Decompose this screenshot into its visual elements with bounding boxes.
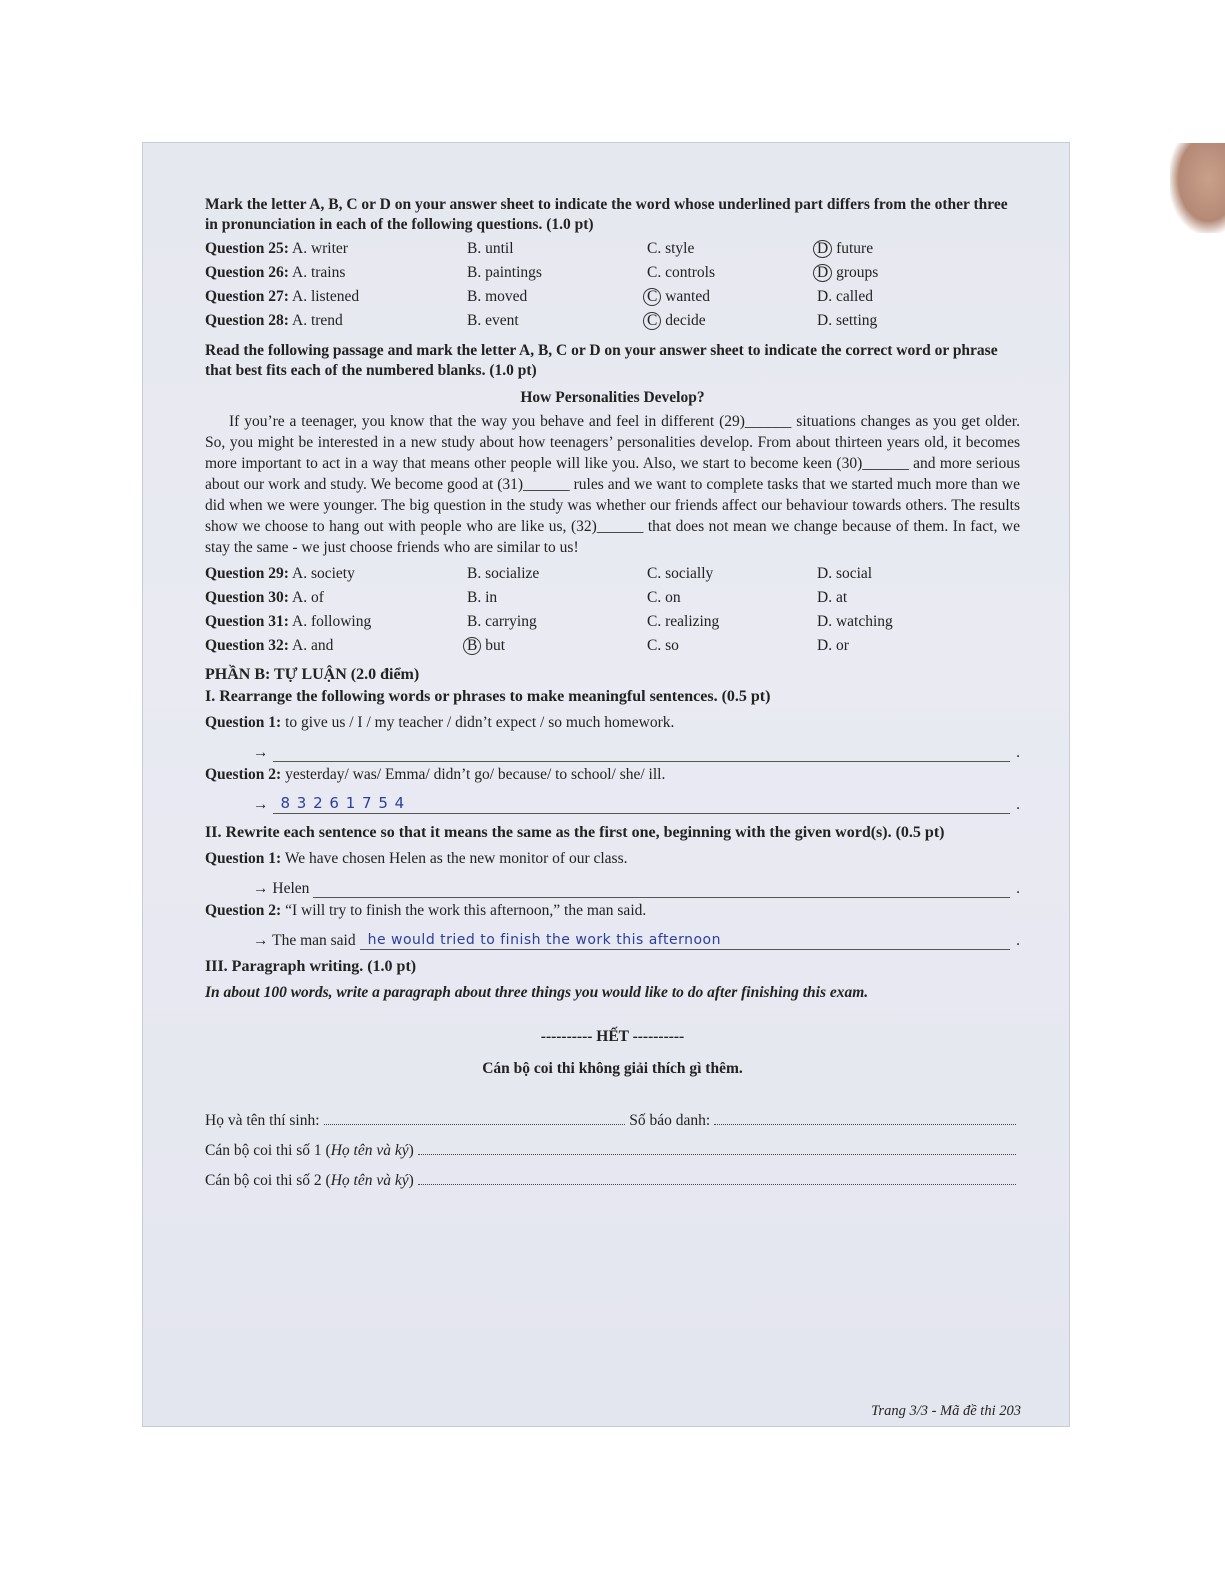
option-d-word: future — [836, 240, 874, 257]
thumb-shadow — [1170, 143, 1225, 233]
page-footer: Trang 3/3 - Mã đề thi 203 — [871, 1403, 1021, 1419]
option-d: D. watching — [817, 613, 893, 630]
reading-passage: If you’re a teenager, you know that the way you behave and feel in different (29)______ situations changes as you get older. So, you might be interested in a new study about how teenagers’ personalities develop. From about thirteen years old, it becomes more important to act in a way that means other people will like you. Also, we start to become keen (30)______ and more serious about our work and study. We become good at (31)______ rules and we want to complete tasks that we started much more than we did when we were younger. The big question in the study was whether our friends affect our behaviour towards others. The results show we choose to hang out with people who are like us, (32)______ that does not mean we change because of them. In fact, we stay the same - we just choose friends who are similar to us! — [205, 413, 1020, 556]
question-text: “I will try to finish the work this afternoon,” the man said. — [285, 902, 647, 919]
signature-block — [205, 1106, 1020, 1196]
circled-answer-mark: B — [463, 637, 481, 655]
option-d-word: groups — [836, 264, 879, 281]
option-c-word: decide — [665, 312, 706, 329]
question-label: Question 27: — [205, 288, 289, 305]
answer-start: → Helen — [253, 880, 310, 897]
candidate-name-field[interactable] — [324, 1106, 626, 1125]
question-label: Question 26: — [205, 264, 289, 281]
candidate-line — [205, 1106, 1020, 1136]
sign-hint: Họ tên và ký — [330, 1142, 409, 1159]
option-b: B. in — [467, 589, 498, 606]
question-row — [205, 610, 1020, 634]
proctor-1-label: Cán bộ coi thi số 1 ( — [205, 1142, 331, 1159]
option-b: B. socialize — [467, 565, 540, 582]
paragraph-heading: III. Paragraph writing. (1.0 pt) — [205, 958, 417, 975]
option-a: A. society — [292, 565, 355, 582]
question-label: Question 31: — [205, 613, 289, 630]
option-d: D. called — [817, 288, 873, 305]
question-text: to give us / I / my teacher / didn’t expect / so much homework. — [285, 714, 675, 731]
option-a: A. trains — [292, 264, 346, 281]
rearrange-heading: I. Rearrange the following words or phrases to make meaningful sentences. (0.5 pt) — [205, 688, 771, 705]
question-label: Question 1: — [205, 714, 282, 731]
part-b-heading: PHẦN B: TỰ LUẬN (2.0 điểm) — [205, 666, 420, 683]
handwritten-answer: he would tried to finish the work this afternoon — [367, 932, 721, 948]
proctor-2-field[interactable] — [418, 1166, 1016, 1185]
option-c — [647, 309, 817, 333]
option-a: A. and — [292, 637, 334, 654]
rearrange-question-2 — [205, 762, 1020, 788]
answer-line[interactable]: → 8 3 2 6 1 7 5 4 . — [253, 794, 1020, 813]
answer-start: → The man said — [253, 932, 356, 949]
option-a: A. following — [292, 613, 372, 630]
answer-line[interactable]: → Helen . — [253, 880, 1020, 897]
question-row — [205, 261, 1020, 285]
end-mark: ---------- HẾT ---------- — [540, 1028, 685, 1045]
question-label: Question 29: — [205, 565, 289, 582]
answer-blank[interactable] — [273, 795, 1011, 814]
question-text: We have chosen Helen as the new monitor of our class. — [284, 850, 628, 867]
reading-instruction: Read the following passage and mark the letter A, B, C or D on your answer sheet to indicate the correct word or phrase that best fits each of the numbered blanks. (1.0 pt) — [205, 342, 998, 379]
option-b — [467, 634, 647, 658]
answer-blank[interactable] — [313, 879, 1010, 898]
circled-answer-mark: D — [813, 240, 832, 258]
option-c: C. socially — [647, 565, 714, 582]
cloze-questions — [205, 562, 1020, 658]
option-d: D. or — [817, 637, 849, 654]
option-c: C. so — [647, 637, 679, 654]
option-c-word: wanted — [665, 288, 710, 305]
option-b: B. moved — [467, 288, 528, 305]
question-label: Question 30: — [205, 589, 289, 606]
exam-content — [205, 195, 1020, 1196]
exam-sheet — [143, 143, 1069, 1426]
rewrite-question-1 — [205, 846, 1020, 872]
option-d — [817, 261, 1020, 285]
question-label: Question 2: — [205, 766, 282, 783]
question-label: Question 1: — [205, 850, 282, 867]
paragraph-task: In about 100 words, write a paragraph about three things you would like to do after finishing this exam. — [205, 984, 869, 1001]
question-label: Question 28: — [205, 312, 289, 329]
option-c: C. controls — [647, 264, 716, 281]
question-row — [205, 237, 1020, 261]
question-label: Question 32: — [205, 637, 289, 654]
option-a: A. trend — [292, 312, 343, 329]
answer-line[interactable]: → . — [253, 744, 1020, 761]
option-c: C. realizing — [647, 613, 720, 630]
proctor-1-line: Cán bộ coi thi số 1 (Họ tên và ký) — [205, 1136, 1020, 1166]
option-d: D. setting — [817, 312, 878, 329]
proctor-note: Cán bộ coi thi không giải thích gì thêm. — [482, 1060, 743, 1077]
option-a: A. listened — [292, 288, 360, 305]
option-c — [647, 285, 817, 309]
answer-blank[interactable] — [360, 931, 1011, 950]
circled-answer-mark: C — [643, 312, 661, 330]
option-c: C. on — [647, 589, 681, 606]
option-d — [817, 237, 1020, 261]
question-row — [205, 285, 1020, 309]
option-d: D. social — [817, 565, 873, 582]
question-row — [205, 634, 1020, 658]
rewrite-heading: II. Rewrite each sentence so that it means the same as the first one, beginning with the given word(s). (0.5 pt) — [205, 824, 945, 841]
option-b: B. paintings — [467, 264, 542, 281]
option-b: B. until — [467, 240, 514, 257]
option-d: D. at — [817, 589, 848, 606]
circled-answer-mark: D — [813, 264, 832, 282]
handwritten-answer: 8 3 2 6 1 7 5 4 — [280, 794, 406, 812]
pronunciation-instruction: Mark the letter A, B, C or D on your answer sheet to indicate the word whose underlined part differs from the other three in pronunciation in each of the following questions. (1.0 pt) — [205, 196, 1008, 233]
rewrite-question-2 — [205, 898, 1020, 924]
candidate-name-label: Họ và tên thí sinh: — [205, 1112, 320, 1129]
pronunciation-questions — [205, 237, 1020, 333]
option-a: A. of — [292, 589, 324, 606]
proctor-2-line: Cán bộ coi thi số 2 (Họ tên và ký) — [205, 1166, 1020, 1196]
option-a: A. writer — [292, 240, 348, 257]
arrow-icon: → — [253, 796, 269, 813]
option-c: C. style — [647, 240, 695, 257]
question-row — [205, 562, 1020, 586]
question-label: Question 2: — [205, 902, 282, 919]
question-row — [205, 309, 1020, 333]
candidate-number-field[interactable] — [714, 1106, 1016, 1125]
rearrange-question-1 — [205, 710, 1020, 736]
option-b: B. event — [467, 312, 519, 329]
circled-answer-mark: C — [643, 288, 661, 306]
question-row — [205, 586, 1020, 610]
arrow-icon: → — [253, 744, 269, 761]
option-b-word: but — [485, 637, 506, 654]
sign-hint: Họ tên và ký — [330, 1172, 409, 1189]
option-b: B. carrying — [467, 613, 537, 630]
question-label: Question 25: — [205, 240, 289, 257]
answer-line[interactable]: → The man said he would tried to finish the work this afternoon . — [253, 932, 1020, 949]
answer-blank[interactable] — [273, 743, 1011, 762]
candidate-number-label: Số báo danh: — [629, 1112, 711, 1129]
passage-title: How Personalities Develop? — [520, 389, 705, 406]
question-text: yesterday/ was/ Emma/ didn’t go/ because/ to school/ she/ ill. — [285, 766, 666, 783]
proctor-1-field[interactable] — [418, 1136, 1016, 1155]
proctor-2-label: Cán bộ coi thi số 2 ( — [205, 1172, 331, 1189]
